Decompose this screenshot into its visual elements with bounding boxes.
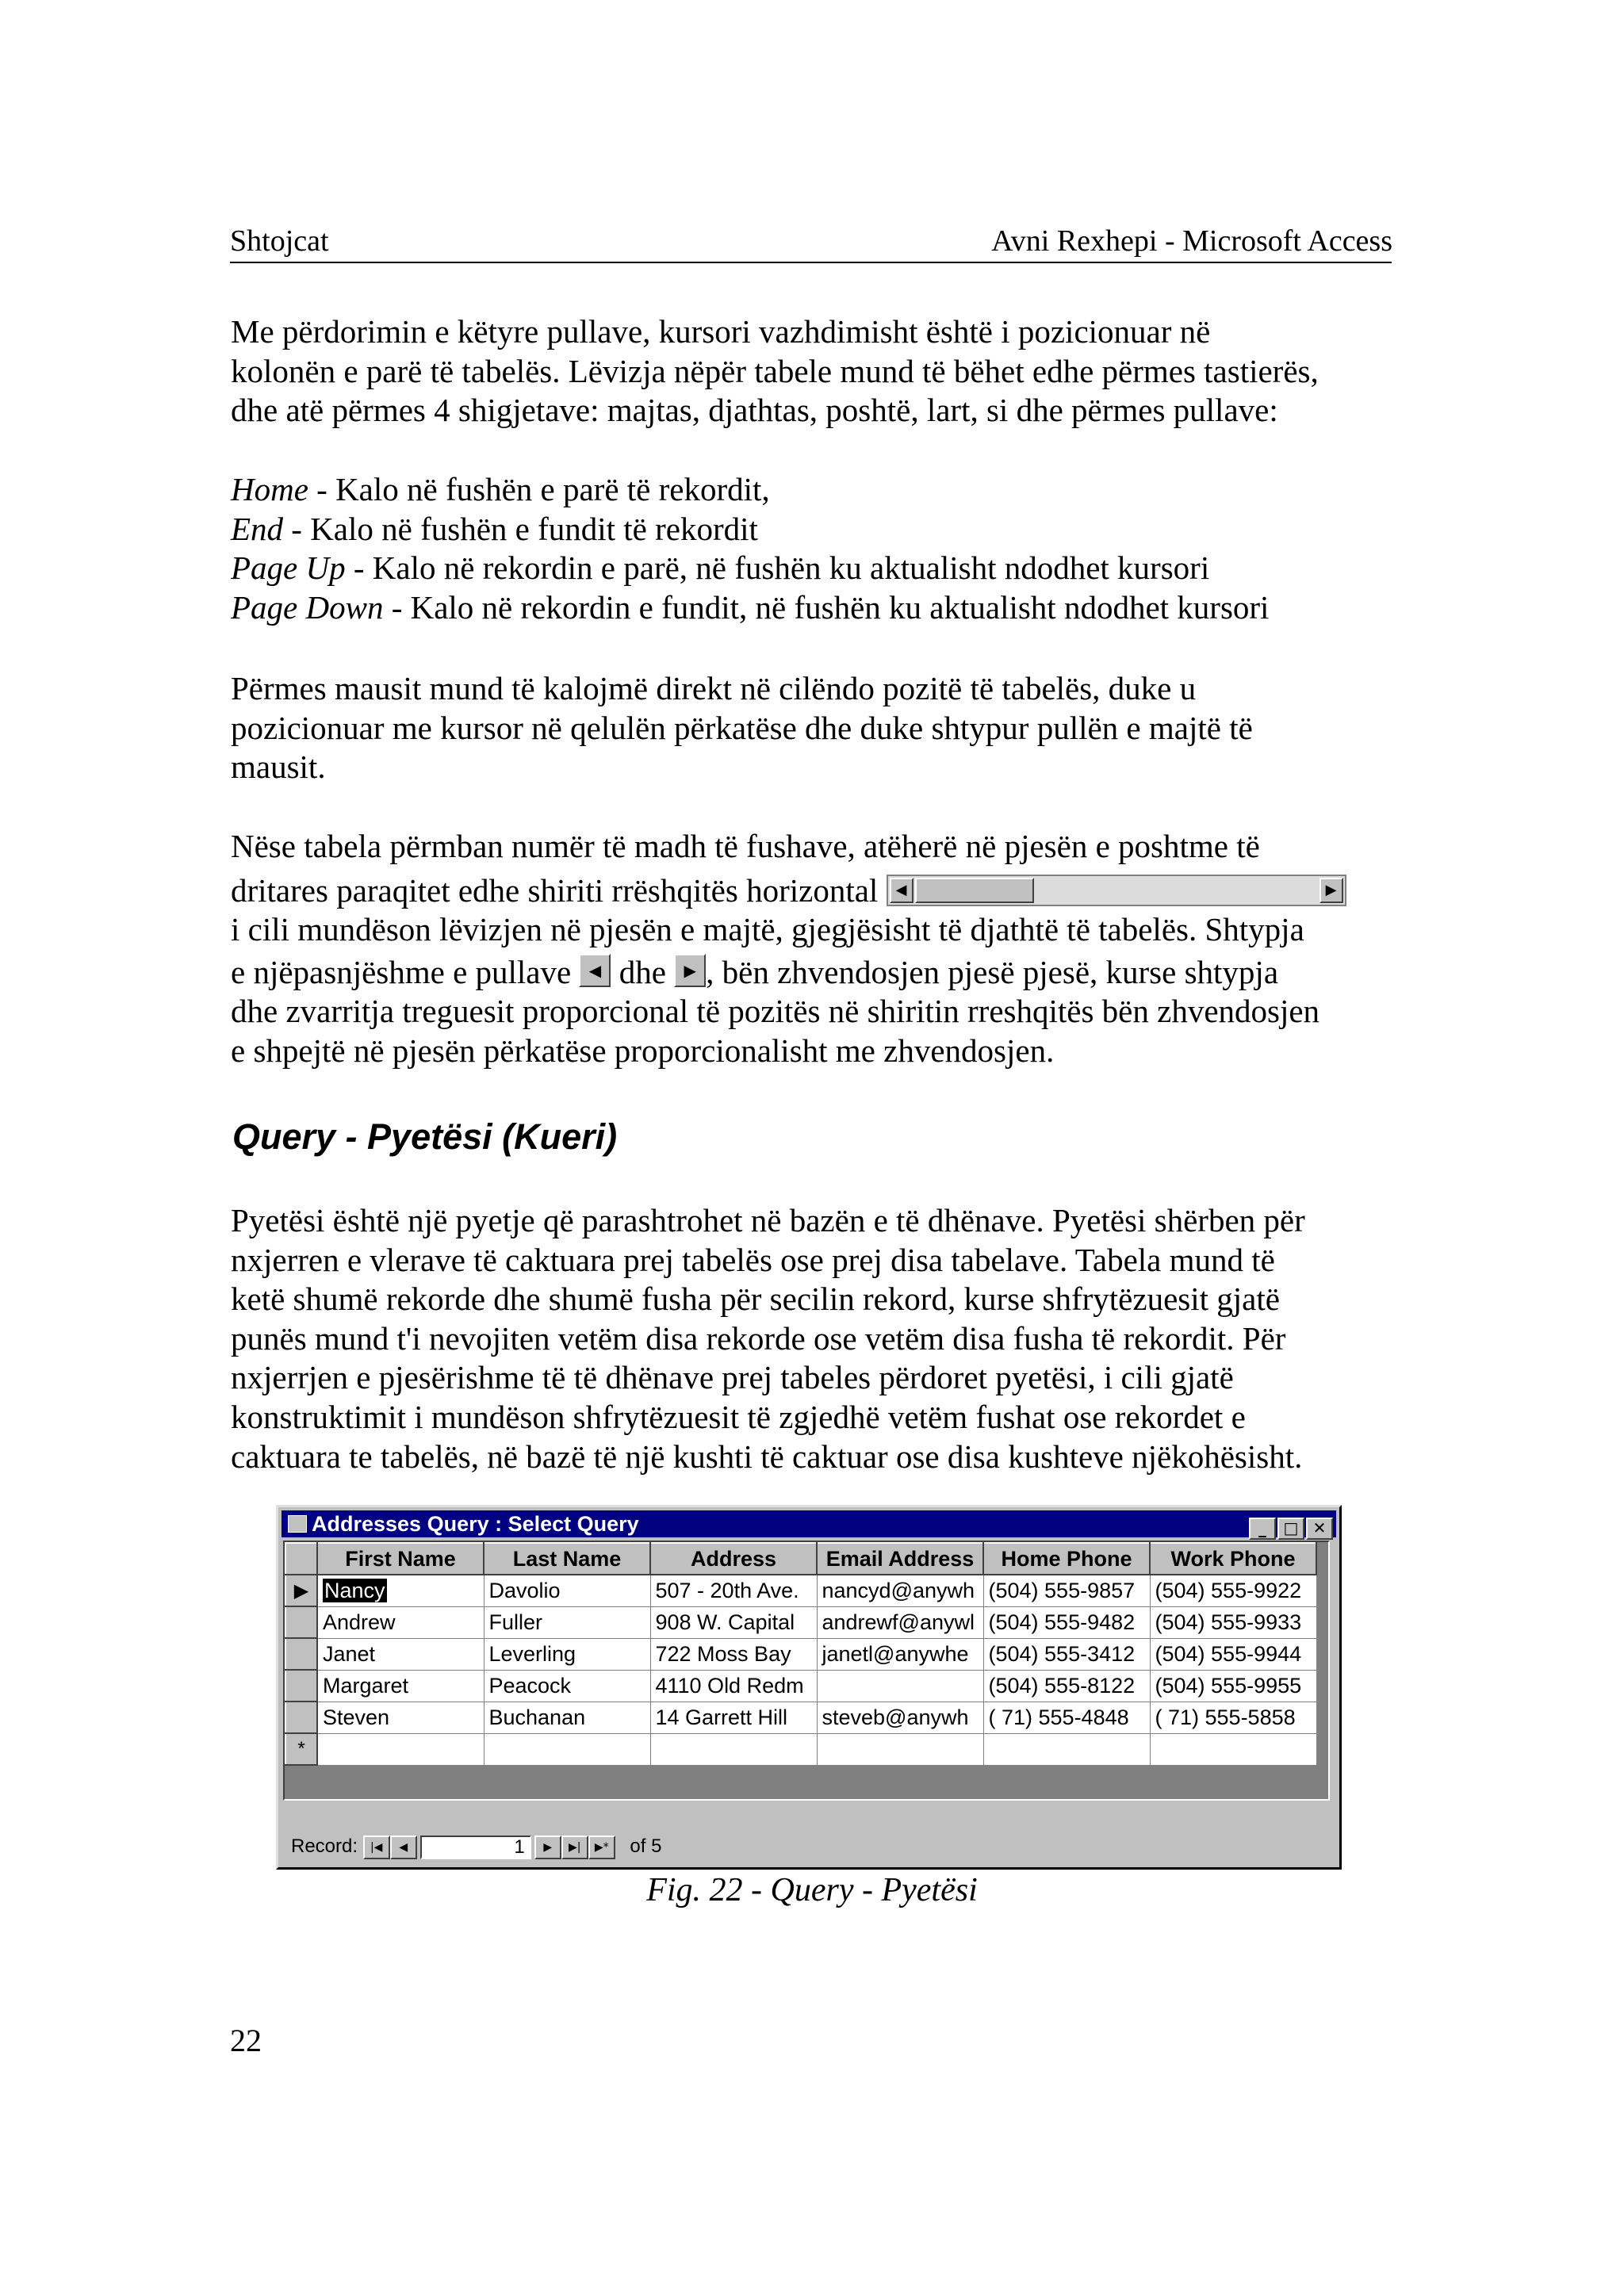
text-line: dhe [619,953,666,990]
key-name: Page Down [231,588,384,626]
text-line: mausit. [231,748,326,786]
key-desc: - Kalo në rekordin e fundit, në fushën ku aktualisht ndodhet kursori [383,588,1270,626]
new-record-icon[interactable]: * [285,1733,317,1765]
cell-first-name[interactable]: Andrew [317,1606,484,1638]
first-record-icon[interactable]: |◀ [363,1836,390,1859]
text-line: Pyetësi është një pyetje që parashtrohet në bazën e të dhënave. Pyetësi shërben për [231,1202,1305,1238]
scroll-right-icon: ▶ [1320,878,1343,903]
cell-email[interactable] [817,1670,983,1702]
cell-empty[interactable] [317,1733,484,1765]
key-name: Page Up [231,549,346,587]
cell-home-phone[interactable]: (504) 555-3412 [983,1638,1150,1670]
text-line: dhe atë përmes 4 shigjetave: majtas, djathtas, poshtë, lart, si dhe përmes pullave: [231,392,1278,429]
text-line: caktuara te tabelës, në bazë të një kushti të caktuar ose disa kushteve njëkohësisht. [231,1437,1303,1475]
column-header-work-phone[interactable]: Work Phone [1150,1543,1316,1575]
paragraph-4 [231,1201,1396,1476]
paragraph-1 [231,312,1396,431]
cell-empty[interactable] [650,1733,817,1765]
text-line: nxjerrjen e pjesërishme të të dhënave prej tabeles përdoret pyetësi, i cili gjatë [231,1359,1234,1396]
row-selector[interactable] [285,1638,317,1670]
window-title: Addresses Query : Select Query [312,1512,639,1536]
cell-address[interactable]: 4110 Old Redm [650,1670,817,1702]
running-header-left: Shtojcat [230,224,329,258]
text-line: Përmes mausit mund të kalojmë direkt në cilëndo pozitë të tabelës, duke u [231,670,1197,706]
cell-email[interactable]: andrewf@anywl [817,1606,983,1638]
key-item [231,470,1396,510]
table-row [285,1670,1316,1702]
query-window-icon [288,1515,307,1533]
cell-work-phone[interactable]: (504) 555-9933 [1150,1606,1316,1638]
datasheet-table [285,1542,1317,1766]
cell-first-name[interactable] [317,1575,484,1606]
record-number-field[interactable]: 1 [420,1836,531,1859]
column-header-last-name[interactable]: Last Name [484,1543,650,1575]
cell-last-name[interactable]: Davolio [484,1575,650,1606]
cell-last-name[interactable]: Buchanan [484,1702,650,1733]
cell-last-name[interactable]: Fuller [484,1606,650,1638]
cell-work-phone[interactable]: (504) 555-9922 [1150,1575,1316,1606]
new-record-nav-icon[interactable]: ▶* [588,1836,615,1859]
figure-caption: Fig. 22 - Query - Pyetësi [646,1872,978,1908]
text-line: , bën zhvendosjen pjesë pjesë, kurse shtypja [706,953,1279,990]
key-name: End [231,510,284,547]
next-record-icon[interactable]: ▶ [534,1836,561,1859]
corner-selector[interactable] [285,1543,317,1575]
key-item [231,588,1396,628]
cell-home-phone[interactable]: (504) 555-8122 [983,1670,1150,1702]
cell-work-phone[interactable]: (504) 555-9955 [1150,1670,1316,1702]
table-row [285,1702,1316,1733]
maximize-icon[interactable]: □ [1277,1518,1304,1540]
section-heading: Query - Pyetësi (Kueri) [232,1116,618,1157]
key-desc: - Kalo në fushën e parë të rekordit, [308,471,770,507]
running-header-right: Avni Rexhepi - Microsoft Access [991,224,1392,258]
column-header-email[interactable]: Email Address [817,1543,983,1575]
text-line: dritares paraqitet edhe shiriti rrëshqitës horizontal [231,871,879,909]
last-record-icon[interactable]: ▶| [561,1836,588,1859]
query-window [276,1505,1342,1870]
cell-address[interactable]: 908 W. Capital [650,1606,817,1638]
key-desc: - Kalo në rekordin e parë, në fushën ku aktualisht ndodhet kursori [345,549,1210,587]
cell-first-name[interactable]: Margaret [317,1670,484,1702]
page-number: 22 [230,2023,262,2058]
cell-work-phone[interactable]: (504) 555-9944 [1150,1638,1316,1670]
scroll-left-icon: ◀ [890,878,914,903]
current-record-icon[interactable]: ▶ [285,1575,317,1606]
cell-first-name[interactable]: Steven [317,1702,484,1733]
text-line: konstruktimit i mundëson shfrytëzuesit të zgjedhë vetëm fushat ose rekordet e [231,1398,1246,1435]
record-label: Record: [291,1836,358,1857]
row-selector[interactable] [285,1606,317,1638]
cell-address[interactable]: 14 Garrett Hill [650,1702,817,1733]
text-line: kolonën e parë të tabelës. Lëvizja nëpër tabele mund të bëhet edhe përmes tastierës, [231,352,1319,389]
cell-email[interactable]: nancyd@anywh [817,1575,983,1606]
close-icon[interactable]: ✕ [1306,1518,1333,1540]
row-selector[interactable] [285,1702,317,1733]
right-arrow-button-icon: ▶ [674,954,706,987]
new-record-row [285,1733,1316,1765]
minimize-icon[interactable]: _ [1249,1518,1276,1540]
text-line: ketë shumë rekorde dhe shumë fusha për secilin rekord, kurse shfrytëzuesit gjatë [231,1280,1280,1318]
cell-empty[interactable] [484,1733,650,1765]
cell-home-phone[interactable]: (504) 555-9482 [983,1606,1150,1638]
column-header-first-name[interactable]: First Name [317,1543,484,1575]
key-list [231,470,1396,627]
text-line: i cili mundëson lëvizjen në pjesën e majtë, gjegjësisht të djathtë të tabelës. Shtypja [231,911,1304,948]
column-header-address[interactable]: Address [650,1543,817,1575]
paragraph-2 [231,669,1396,787]
record-count: of 5 [630,1836,662,1857]
text-line: nxjerren e vlerave të caktuara prej tabelës ose prej disa tabelave. Tabela mund të [231,1241,1275,1278]
key-item [231,549,1396,588]
text-line: Me përdorimin e këtyre pullave, kursori vazhdimisht është i pozicionuar në [231,313,1211,350]
cell-text: Nancy [324,1578,385,1602]
key-item [231,510,1396,549]
column-header-row [285,1543,1316,1575]
key-name: Home [231,471,308,507]
text-line: punës mund t'i nevojiten vetëm disa rekorde ose vetëm disa fusha të rekordit. Për [231,1319,1286,1357]
cell-email[interactable]: janetl@anywhe [817,1638,983,1670]
cell-address[interactable]: 507 - 20th Ave. [650,1575,817,1606]
row-selector[interactable] [285,1670,317,1702]
cell-first-name[interactable]: Janet [317,1638,484,1670]
header-rule [230,262,1392,263]
paragraph-3 [231,827,1396,1071]
table-row [285,1606,1316,1638]
cell-home-phone[interactable]: (504) 555-9857 [983,1575,1150,1606]
scroll-thumb [915,878,1034,903]
cell-work-phone[interactable]: ( 71) 555-5858 [1150,1702,1316,1733]
cell-last-name[interactable]: Peacock [484,1670,650,1702]
cell-empty[interactable] [1150,1733,1316,1765]
left-arrow-button-icon: ◀ [579,954,611,987]
key-desc: - Kalo në fushën e fundit të rekordit [283,510,758,547]
previous-record-icon[interactable]: ◀ [390,1836,417,1859]
cell-empty[interactable] [983,1733,1150,1765]
window-titlebar[interactable] [282,1510,1336,1537]
text-line: pozicionuar me kursor në qelulën përkatëse dhe duke shtypur pullën e majtë të [231,709,1253,746]
text-line: Nëse tabela përmban numër të madh të fushave, atëherë në pjesën e poshtme të [231,828,1260,864]
cell-last-name[interactable]: Leverling [484,1638,650,1670]
text-line: dhe zvarritja treguesit proporcional të pozitës në shiritin rreshqitës bën zhvendosjen [231,993,1320,1030]
datasheet-grid [283,1541,1330,1801]
cell-address[interactable]: 722 Moss Bay [650,1638,817,1670]
cell-empty[interactable] [817,1733,983,1765]
column-header-home-phone[interactable]: Home Phone [983,1543,1150,1575]
text-line: e shpejtë në pjesën përkatëse proporcionalisht me zhvendosjen. [231,1032,1055,1069]
cell-home-phone[interactable]: ( 71) 555-4848 [983,1702,1150,1733]
table-row [285,1575,1316,1606]
text-line: e njëpasnjëshme e pullave [231,953,572,990]
record-navigation-bar [283,1831,1330,1862]
cell-email[interactable]: steveb@anywh [817,1702,983,1733]
table-row [285,1638,1316,1670]
horizontal-scrollbar-image [887,875,1346,906]
